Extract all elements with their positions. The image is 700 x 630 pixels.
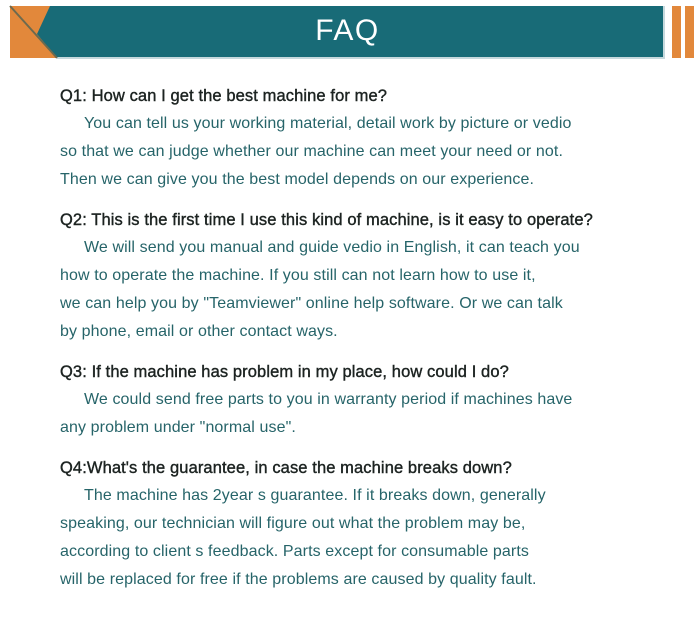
faq-answer-line: speaking, our technician will figure out what the problem may be, [60,515,526,532]
faq-item-q2 [60,206,672,346]
faq-answer-line: You can tell us your working material, detail work by picture or vedio [84,115,572,132]
page-title: FAQ [315,14,380,47]
faq-answer-line: according to client s feedback. Parts except for consumable parts [60,543,529,560]
faq-item-q4 [60,454,672,594]
faq-answer-line: how to operate the machine. If you still can not learn how to use it, [60,267,536,284]
faq-answer-line: The machine has 2year s guarantee. If it breaks down, generally [84,487,546,504]
stripe-icon-2 [685,6,694,58]
faq-answer-line: we can help you by "Teamviewer" online help software. Or we can talk [60,295,563,312]
faq-answer-line: so that we can judge whether our machine can meet your need or not. [60,143,563,160]
faq-answer-line: We will send you manual and guide vedio in English, it can teach you [84,239,580,256]
faq-question: Q1: How can I get the best machine for me? [60,87,388,105]
faq-answer-line: will be replaced for free if the problems are caused by quality fault. [60,571,537,588]
stripe-icon-1 [672,6,681,58]
faq-answer-line: Then we can give you the best model depends on our experience. [60,171,535,188]
faq-answer-line: by phone, email or other contact ways. [60,323,338,340]
faq-item-q1 [60,82,672,194]
faq-answer-line: We could send free parts to you in warranty period if machines have [84,391,573,408]
faq-item-q3 [60,358,672,442]
faq-question: Q4:What's the guarantee, in case the machine breaks down? [60,459,512,477]
header-banner [0,0,700,62]
faq-question: Q3: If the machine has problem in my place, how could I do? [60,363,509,381]
faq-content [0,62,700,594]
faq-answer-line: any problem under "normal use". [60,419,296,436]
faq-question: Q2: This is the first time I use this kind of machine, is it easy to operate? [60,211,593,229]
